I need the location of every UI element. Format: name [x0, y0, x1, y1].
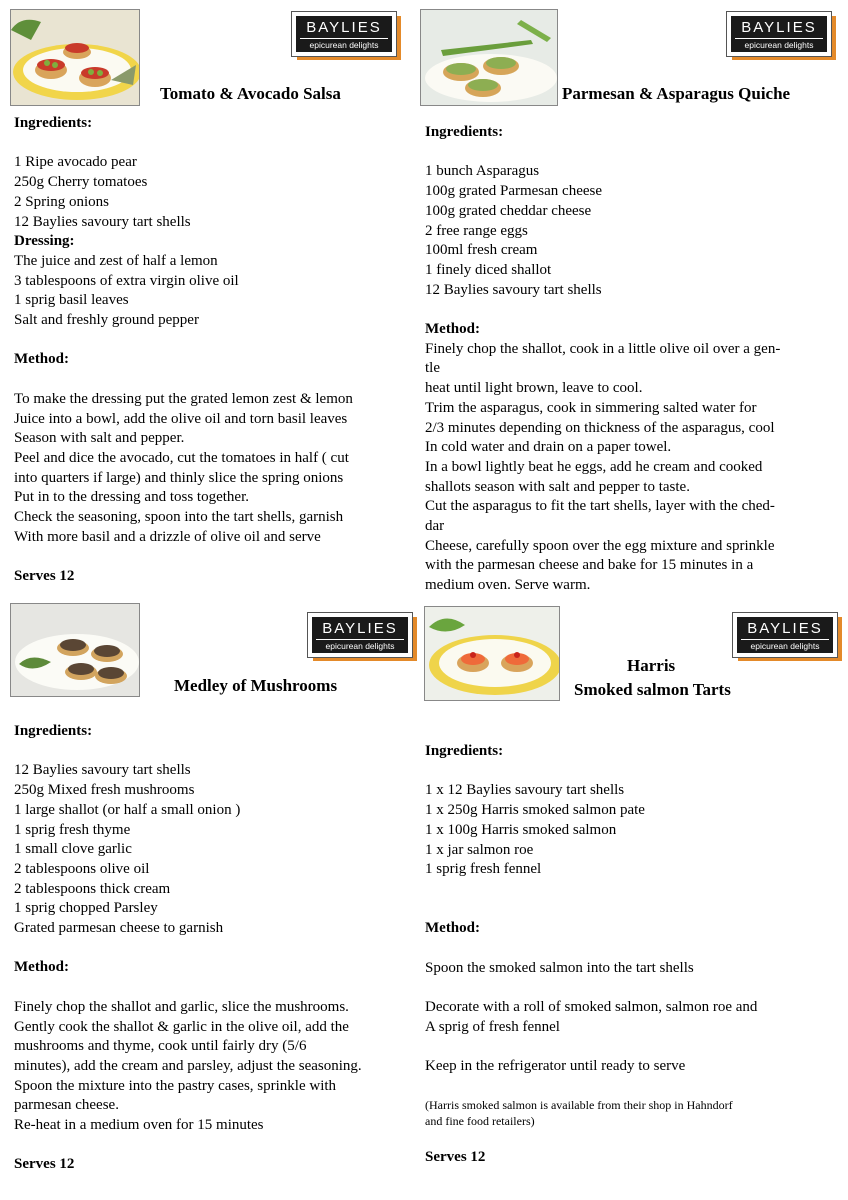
- ingredient-item: 12 Baylies savoury tart shells: [14, 762, 191, 779]
- dressing-item: 1 sprig basil leaves: [14, 292, 129, 309]
- dressing-item: The juice and zest of half a lemon: [14, 252, 218, 269]
- method-line: with the parmesan cheese and bake for 15 minutes in a: [425, 557, 754, 574]
- logo-brand: BAYLIES: [322, 620, 398, 637]
- ingredient-item: 1 sprig chopped Parsley: [14, 900, 158, 917]
- ingredient-item: 1 x 100g Harris smoked salmon: [425, 821, 617, 838]
- method-line: A sprig of fresh fennel: [425, 1018, 560, 1035]
- baylies-logo: [732, 612, 844, 662]
- ingredient-item: Grated parmesan cheese to garnish: [14, 920, 224, 937]
- ingredient-item: 2 free range eggs: [425, 222, 528, 239]
- method-line: tle: [425, 360, 440, 377]
- method-line: Season with salt and pepper.: [14, 430, 185, 447]
- ingredient-item: 1 finely diced shallot: [425, 261, 552, 278]
- method-line: heat until light brown, leave to cool.: [425, 380, 643, 397]
- ingredient-item: 1 Ripe avocado pear: [14, 154, 137, 171]
- tart-plate-image: [11, 10, 139, 105]
- logo-tagline: epicurean delights: [316, 639, 404, 652]
- ingredient-item: 1 x 12 Baylies savoury tart shells: [425, 782, 625, 799]
- recipe-body: [425, 123, 780, 596]
- method-line: Check the seasoning, spoon into the tart shells, garnish: [14, 509, 344, 526]
- ingredient-item: 1 bunch Asparagus: [425, 163, 540, 180]
- tomato-avocado-photo: [10, 9, 140, 106]
- logo-tagline: epicurean delights: [300, 38, 388, 51]
- baylies-logo: [726, 11, 838, 61]
- dressing-heading: Dressing:: [14, 233, 75, 250]
- mushroom-tarts-photo: [10, 603, 140, 697]
- method-line: Gently cook the shallot & garlic in the olive oil, add the: [14, 1018, 349, 1035]
- salmon-plate-image: [425, 607, 559, 700]
- serves-label: Serves 12: [14, 1156, 75, 1173]
- ingredients-heading: Ingredients:: [14, 115, 93, 131]
- recipe-title: Tomato & Avocado Salsa: [160, 84, 341, 103]
- method-line: parmesan cheese.: [14, 1097, 119, 1114]
- method-line: dar: [425, 518, 445, 535]
- method-line: Trim the asparagus, cook in simmering salted water for: [425, 399, 757, 416]
- recipe-title: Medley of Mushrooms: [174, 676, 338, 695]
- recipe-body: [425, 742, 757, 1168]
- serves-label: Serves 12: [14, 568, 75, 585]
- availability-note: and fine food retailers): [425, 1113, 535, 1128]
- ingredient-item: 1 x jar salmon roe: [425, 841, 534, 858]
- ingredient-item: 1 sprig fresh fennel: [425, 861, 542, 878]
- ingredient-item: 250g Cherry tomatoes: [14, 174, 148, 191]
- serves-label: Serves 12: [425, 1149, 486, 1166]
- ingredient-item: 250g Mixed fresh mushrooms: [14, 782, 195, 799]
- method-line: In a bowl lightly beat he eggs, add he cream and cooked: [425, 458, 763, 475]
- logo-tagline: epicurean delights: [735, 38, 823, 51]
- baylies-logo: [291, 11, 403, 61]
- baylies-logo: [307, 612, 419, 662]
- ingredient-item: 12 Baylies savoury tart shells: [14, 213, 191, 230]
- logo-brand: BAYLIES: [306, 19, 382, 36]
- method-line: Finely chop the shallot and garlic, slice the mushrooms.: [14, 998, 349, 1015]
- ingredient-item: 100g grated cheddar cheese: [425, 202, 592, 219]
- method-line: Cheese, carefully spoon over the egg mixture and sprinkle: [425, 537, 775, 554]
- method-line: With more basil and a drizzle of olive oil and serve: [14, 528, 321, 545]
- ingredient-item: 100ml fresh cream: [425, 242, 538, 259]
- ingredients-heading: Ingredients:: [425, 743, 504, 759]
- recipe-body: [14, 114, 353, 587]
- method-line: Spoon the smoked salmon into the tart shells: [425, 959, 694, 976]
- salmon-tarts-photo: [424, 606, 560, 701]
- method-line: Finely chop the shallot, cook in a little olive oil over a gen-: [425, 340, 781, 357]
- method-line: Peel and dice the avocado, cut the tomatoes in half ( cut: [14, 449, 349, 466]
- ingredient-item: 2 tablespoons olive oil: [14, 860, 150, 877]
- method-line: Re-heat in a medium oven for 15 minutes: [14, 1117, 264, 1134]
- mushroom-plate-image: [11, 604, 139, 696]
- method-line: minutes), add the cream and parsley, adjust the seasoning.: [14, 1057, 362, 1074]
- method-line: Juice into a bowl, add the olive oil and torn basil leaves: [14, 410, 348, 427]
- method-line: Spoon the mixture into the pastry cases, sprinkle with: [14, 1077, 337, 1094]
- ingredient-item: 2 Spring onions: [14, 193, 110, 210]
- asparagus-quiche-photo: [420, 9, 558, 106]
- method-line: In cold water and drain on a paper towel.: [425, 439, 672, 456]
- method-line: into quarters if large) and thinly slice the spring onions: [14, 469, 344, 486]
- method-heading: Method:: [425, 321, 480, 337]
- logo-tagline: epicurean delights: [741, 639, 829, 652]
- ingredients-heading: Ingredients:: [425, 124, 504, 140]
- method-line: medium oven. Serve warm.: [425, 577, 591, 594]
- dressing-item: Salt and freshly ground pepper: [14, 312, 199, 329]
- recipe-title: Parmesan & Asparagus Quiche: [562, 84, 791, 103]
- recipe-title-line2: Smoked salmon Tarts: [574, 680, 731, 699]
- quiche-plate-image: [421, 10, 557, 105]
- ingredient-item: 1 large shallot (or half a small onion ): [14, 801, 241, 818]
- method-line: mushrooms and thyme, cook until fairly dry (5/6: [14, 1038, 307, 1055]
- method-heading: Method:: [14, 959, 69, 976]
- method-line: Cut the asparagus to fit the tart shells, layer with the ched-: [425, 498, 775, 515]
- recipe-body: [14, 722, 362, 1175]
- ingredient-item: 12 Baylies savoury tart shells: [425, 281, 602, 298]
- ingredient-item: 1 x 250g Harris smoked salmon pate: [425, 802, 645, 819]
- method-line: 2/3 minutes depending on thickness of the asparagus, cool: [425, 419, 775, 436]
- method-heading: Method:: [425, 920, 480, 937]
- ingredient-item: 100g grated Parmesan cheese: [425, 183, 603, 200]
- dressing-item: 3 tablespoons of extra virgin olive oil: [14, 272, 239, 289]
- method-heading: Method:: [14, 351, 69, 368]
- availability-note: (Harris smoked salmon is available from their shop in Hahndorf: [425, 1097, 733, 1112]
- logo-brand: BAYLIES: [741, 19, 817, 36]
- ingredient-item: 2 tablespoons thick cream: [14, 880, 171, 897]
- method-line: Keep in the refrigerator until ready to serve: [425, 1058, 686, 1075]
- method-line: Put in to the dressing and toss together.: [14, 489, 249, 506]
- method-line: shallots season with salt and pepper to taste.: [425, 478, 690, 495]
- ingredients-heading: Ingredients:: [14, 723, 93, 739]
- recipe-title-line1: Harris: [627, 656, 676, 675]
- ingredient-item: 1 sprig fresh thyme: [14, 821, 131, 838]
- method-line: Decorate with a roll of smoked salmon, salmon roe and: [425, 999, 758, 1016]
- method-line: To make the dressing put the grated lemon zest & lemon: [14, 390, 353, 407]
- ingredient-item: 1 small clove garlic: [14, 841, 132, 858]
- logo-brand: BAYLIES: [747, 620, 823, 637]
